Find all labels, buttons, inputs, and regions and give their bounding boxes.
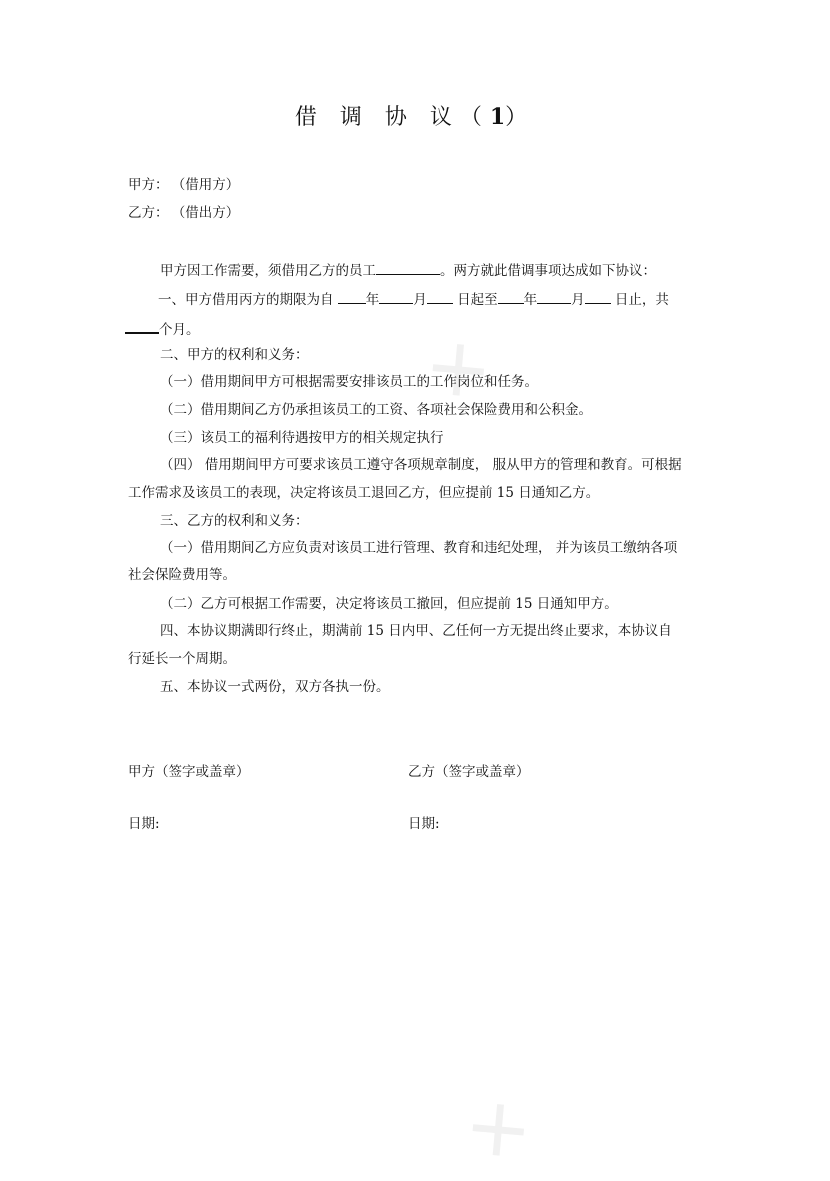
term-prefix: 一、甲方借用丙方的期限为自: [158, 292, 338, 308]
party-b-date: 日期:: [408, 816, 440, 832]
day-end-label: 日止，共: [610, 292, 669, 308]
title-number: 1: [489, 104, 506, 130]
section-2-heading: 二、甲方的权利和义务：: [160, 347, 309, 363]
section-2-item-2: （二）借用期间乙方仍承担该员工的工资、各项社会保险费用和公积金。: [160, 402, 592, 418]
section-2-item-4-line-1: （四） 借用期间甲方可要求该员工遵守各项规章制度， 服从甲方的管理和教育。可根据: [160, 457, 682, 473]
term-line: [158, 289, 669, 310]
months-total-label: 个月。: [159, 322, 200, 338]
month-label: 月: [413, 292, 427, 308]
start-year-blank: [338, 289, 366, 304]
section-4-line-1: 四、本协议期满即行终止，期满前 15 日内甲、乙任何一方无提出终止要求，本协议自: [160, 623, 672, 639]
watermark-mark: ✕: [410, 320, 509, 422]
party-b-signature: 乙方（签字或盖章）: [408, 764, 530, 780]
section-2-item-4-line-2: 工作需求及该员工的表现，决定将该员工退回乙方，但应提前 15 日通知乙方。: [128, 485, 600, 501]
intro-text-after: 。两方就此借调事项达成如下协议：: [440, 263, 656, 279]
year-label: 年: [523, 292, 538, 308]
title-main: 借 调 协 议（: [294, 105, 490, 130]
party-a-signature: 甲方（签字或盖章）: [128, 764, 250, 780]
months-total-blank: [125, 322, 159, 334]
intro-text: 甲方因工作需要，须借用乙方的员工: [160, 263, 376, 279]
party-b-line: [128, 203, 239, 223]
end-year-blank: [498, 289, 524, 304]
section-3-item-1-line-2: 社会保险费用等。: [128, 567, 236, 583]
start-day-blank: [427, 289, 453, 304]
employee-name-blank: [376, 260, 440, 275]
section-3-heading: 三、乙方的权利和义务：: [160, 513, 309, 529]
section-5: 五、本协议一式两份，双方各执一份。: [160, 679, 390, 695]
title-close: ）: [505, 105, 536, 130]
term-total-line: [125, 320, 200, 340]
start-month-blank: [379, 289, 413, 304]
section-3-item-2: （二）乙方可根据工作需要，决定将该员工撤回，但应提前 15 日通知甲方。: [160, 596, 618, 612]
section-2-item-3: （三）该员工的福利待遇按甲方的相关规定执行: [160, 430, 444, 446]
intro-paragraph: [160, 260, 656, 281]
section-4-line-2: 行延长一个周期。: [128, 651, 236, 667]
party-a-date: 日期:: [128, 816, 160, 832]
page-title: [0, 100, 830, 131]
year-label: 年: [365, 292, 380, 308]
party-b-label: 乙方：: [128, 205, 169, 221]
section-3-item-1-line-1: （一）借用期间乙方应负责对该员工进行管理、教育和违纪处理， 并为该员工缴纳各项: [160, 540, 678, 556]
end-day-blank: [585, 289, 611, 304]
day-start-label: 日起至: [452, 292, 498, 308]
watermark-mark: ✕: [450, 1080, 549, 1181]
month-label: 月: [571, 292, 585, 308]
party-b-role: （借出方）: [178, 205, 240, 221]
party-a-label: 甲方：: [128, 177, 169, 193]
end-month-blank: [537, 289, 571, 304]
party-a-line: [128, 175, 239, 195]
party-a-role: （借用方）: [178, 177, 240, 193]
section-2-item-1: （一）借用期间甲方可根据需要安排该员工的工作岗位和任务。: [160, 374, 538, 390]
